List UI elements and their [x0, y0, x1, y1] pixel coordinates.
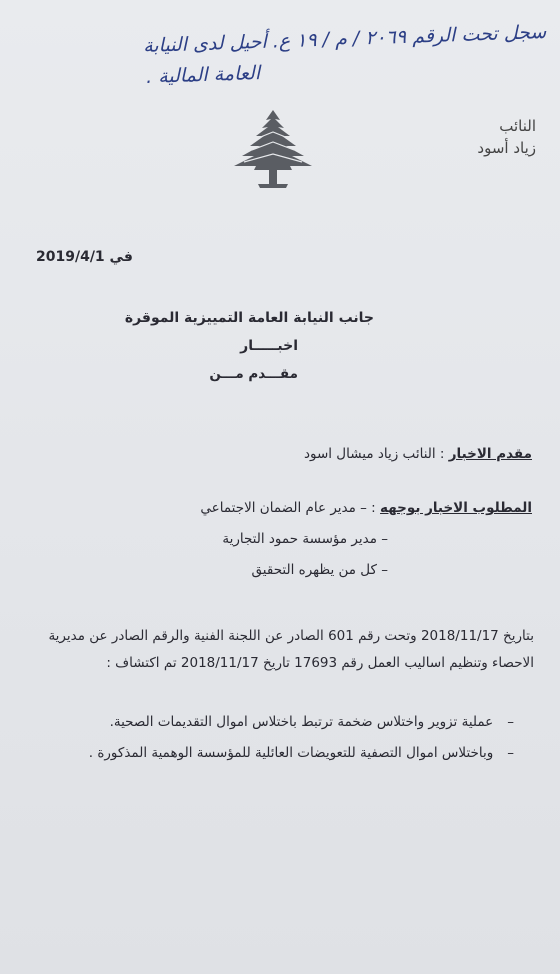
- presenter-value: : النائب زياد ميشال اسود: [303, 446, 445, 462]
- requested-line: [200, 500, 532, 516]
- body-paragraph-line-2: الاحصاء وتنظيم اساليب العمل رقم 17693 تاريخ 2018/11/17 تم اكتشاف :: [106, 655, 534, 671]
- handwritten-note-line-2: العامة المالية .: [145, 62, 261, 88]
- presenter-line: [304, 446, 532, 462]
- presenter-label: مقدم الاخبار: [448, 446, 532, 462]
- document-date: في 2019/4/1: [36, 249, 133, 265]
- document-subject: اخبـــــار: [240, 338, 298, 354]
- requested-item: – مدير مؤسسة حمود التجارية: [222, 531, 388, 547]
- dash-bullet-icon: –: [507, 745, 514, 761]
- requested-item: – كل من يظهره التحقيق: [251, 562, 388, 578]
- finding-text: عملية تزوير واختلاس ضخمة ترتبط باختلاس اموال التقديمات الصحية.: [109, 714, 494, 730]
- requested-label: المطلوب الاخبار بوجهه: [380, 500, 532, 516]
- requested-item: : – مدير عام الضمان الاجتماعي: [200, 500, 376, 516]
- letterhead-title: النائب: [499, 117, 536, 135]
- finding-item: [89, 745, 514, 761]
- finding-item: [110, 714, 514, 730]
- letterhead-name: زياد أسود: [477, 139, 536, 157]
- presented-by-heading: مقـــدم مـــن: [209, 366, 298, 382]
- addressee: جانب النيابة العامة التمييزية الموقرة: [124, 310, 374, 326]
- body-paragraph-line-1: بتاريخ 2018/11/17 وتحت رقم 601 الصادر عن اللجنة الفنية والرقم الصادر عن مديرية: [48, 628, 534, 644]
- finding-text: وباختلاس اموال التصفية للتعويضات العائلية للمؤسسة الوهمية المذكورة .: [88, 745, 494, 761]
- handwritten-note-line-1: سجل تحت الرقم ٢٠٦٩ / م / ١٩ ع. أحيل لدى النيابة: [142, 20, 547, 58]
- cedar-emblem-icon: [228, 108, 318, 190]
- dash-bullet-icon: –: [507, 714, 514, 730]
